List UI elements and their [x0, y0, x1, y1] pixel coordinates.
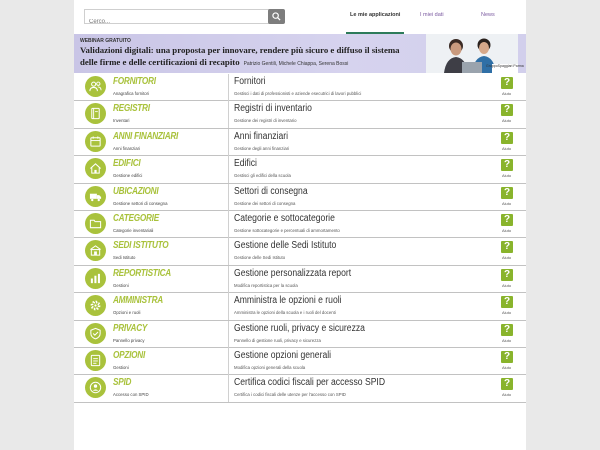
- chart-icon: [89, 272, 102, 285]
- help-label: Aiuto: [502, 173, 512, 179]
- building-icon: [89, 244, 102, 257]
- truck-icon: [89, 190, 102, 203]
- tab-my-applications[interactable]: Le mie applicazioni: [350, 12, 401, 18]
- app-description: Gestione dei settori di consegna: [234, 200, 296, 206]
- help-label: Aiuto: [502, 255, 512, 261]
- app-title: Certifica codici fiscali per accesso SPID: [234, 377, 386, 389]
- category-subtitle: Sedi Istituto: [113, 255, 136, 261]
- question-icon: ?: [503, 378, 511, 390]
- category-subtitle: Gestione settori di consegna: [113, 200, 168, 206]
- help-button[interactable]: [501, 187, 513, 199]
- house-icon: [89, 162, 102, 175]
- question-icon: ?: [503, 159, 511, 171]
- question-icon: ?: [503, 268, 511, 280]
- category-label: FORNITORI: [113, 76, 156, 87]
- top-bar: [74, 0, 526, 34]
- app-description: Gestisci i dati di professionisti e aziende esecutrici di lavori pubblici: [234, 91, 362, 96]
- list-item[interactable]: [74, 184, 526, 211]
- question-icon: ?: [503, 296, 511, 308]
- help-button[interactable]: [501, 378, 513, 390]
- list-item[interactable]: [74, 375, 526, 402]
- app-icon-circle: [85, 377, 106, 398]
- search-icon: [272, 12, 281, 21]
- tab-news[interactable]: News: [481, 12, 495, 18]
- help-button[interactable]: [501, 159, 513, 171]
- help-button[interactable]: [501, 104, 513, 116]
- shield-icon: [89, 327, 102, 340]
- help-button[interactable]: [501, 269, 513, 281]
- row-divider: [228, 321, 229, 348]
- help-button[interactable]: [501, 351, 513, 363]
- help-button[interactable]: [501, 214, 513, 226]
- help-button[interactable]: [501, 132, 513, 144]
- category-label: REPORTISTICA: [113, 267, 171, 279]
- app-title: Gestione delle Sedi Istituto: [234, 240, 337, 252]
- help-label: Aiuto: [502, 228, 512, 233]
- row-divider: [228, 184, 229, 211]
- tab-my-data[interactable]: I miei dati: [420, 12, 444, 18]
- question-icon: ?: [503, 131, 511, 143]
- app-description: Gestione delle Sedi Istituto: [234, 255, 286, 261]
- help-button[interactable]: [501, 77, 513, 89]
- help-label: Aiuto: [502, 145, 512, 151]
- row-divider: [228, 266, 229, 293]
- row-divider: [228, 129, 229, 156]
- help-label: Aiuto: [502, 365, 512, 370]
- row-divider: [228, 238, 229, 265]
- app-description: Amministra le opzioni della scuola e i ruoli del docenti: [234, 310, 336, 316]
- category-label: SEDI ISTITUTO: [113, 240, 169, 252]
- banner-logo: GruppoSpaggiari Parma: [486, 64, 524, 68]
- category-subtitle: Pannello privacy: [113, 337, 145, 343]
- app-title: Amministra le opzioni e ruoli: [234, 295, 342, 307]
- app-description: Gestione sottocategorie e percentuali di ammortamento: [234, 228, 340, 233]
- category-subtitle: Gestioni: [113, 282, 129, 288]
- help-label: Aiuto: [502, 118, 512, 124]
- app-icon-circle: [85, 268, 106, 289]
- list-item[interactable]: [74, 129, 526, 156]
- help-button[interactable]: [501, 296, 513, 308]
- help-button[interactable]: [501, 241, 513, 253]
- people-icon: [89, 80, 102, 93]
- app-description: Pannello di gestione ruoli, privacy e sicurezza: [234, 337, 321, 343]
- help-label: Aiuto: [502, 310, 512, 316]
- question-icon: ?: [503, 104, 511, 116]
- app-title: Edifici: [234, 158, 257, 170]
- checklist-icon: [89, 354, 102, 367]
- help-label: Aiuto: [502, 200, 512, 206]
- list-item[interactable]: [74, 238, 526, 265]
- app-icon-circle: [85, 323, 106, 344]
- app-icon-circle: [85, 350, 106, 371]
- banner-kicker: WEBINAR GRATUITO: [80, 38, 131, 44]
- question-icon: ?: [503, 323, 511, 335]
- category-label: REGISTRI: [113, 103, 150, 115]
- app-description: Gestisci gli edifici della scuola: [234, 173, 291, 179]
- banner-authors: Patrizio Gentili, Michele Chiappa, Serena Bossi: [243, 61, 349, 67]
- banner-title-line2: [80, 57, 348, 67]
- row-divider: [228, 375, 229, 402]
- book-icon: [89, 107, 102, 120]
- app-icon-circle: [85, 295, 106, 316]
- calendar-icon: [89, 135, 102, 148]
- category-subtitle: Inventari: [113, 118, 130, 124]
- search-input[interactable]: [85, 16, 259, 29]
- app-title: Categorie e sottocategorie: [234, 213, 335, 224]
- category-subtitle: Accesso con SPID: [113, 392, 149, 398]
- app-title: Settori di consegna: [234, 185, 308, 197]
- category-subtitle: Anagrafica fornitori: [113, 91, 150, 96]
- help-label: Aiuto: [502, 337, 512, 343]
- help-label: Aiuto: [502, 282, 512, 288]
- category-label: PRIVACY: [113, 322, 148, 334]
- banner-title-line1: Validazioni digitali: una proposta per innovare, rendere più sicuro e diffuso il sistema: [80, 45, 400, 55]
- category-subtitle: Gestione edifici: [113, 173, 143, 179]
- list-item[interactable]: [74, 348, 526, 375]
- webinar-banner[interactable]: [74, 34, 526, 73]
- row-divider: [228, 101, 229, 128]
- app-icon-circle: [85, 213, 106, 234]
- row-divider: [228, 211, 229, 238]
- question-icon: ?: [503, 186, 511, 198]
- app-description: Modifica reportistica per la scuola: [234, 282, 298, 288]
- app-title: Gestione opzioni generali: [234, 350, 332, 361]
- category-label: SPID: [113, 377, 132, 389]
- app-icon-circle: [85, 186, 106, 207]
- question-icon: ?: [503, 214, 511, 225]
- question-icon: ?: [503, 241, 511, 253]
- user-id-icon: [89, 381, 102, 394]
- app-title: Gestione ruoli, privacy e sicurezza: [234, 322, 365, 334]
- app-icon-circle: [85, 103, 106, 124]
- row-divider: [228, 293, 229, 320]
- app-title: Registri di inventario: [234, 103, 312, 115]
- category-label: EDIFICI: [113, 158, 141, 170]
- list-item[interactable]: [74, 321, 526, 348]
- app-description: Modifica opzioni generali della scuola: [234, 365, 306, 370]
- list-item[interactable]: [74, 101, 526, 128]
- list-item[interactable]: [74, 211, 526, 238]
- help-button[interactable]: [501, 324, 513, 336]
- gear-icon: [89, 299, 102, 312]
- app-description: Certifica i codici fiscali delle utenze per l'accesso con SPID: [234, 392, 346, 398]
- banner-title-line2-text: delle firme e delle certificazioni di recapito: [80, 57, 240, 67]
- list-item[interactable]: [74, 156, 526, 183]
- row-divider: [228, 74, 229, 101]
- category-subtitle: Opzioni e ruoli: [113, 310, 141, 316]
- list-item[interactable]: [74, 293, 526, 320]
- help-label: Aiuto: [502, 392, 512, 398]
- category-label: UBICAZIONI: [113, 185, 159, 197]
- category-label: OPZIONI: [113, 350, 145, 361]
- app-description: Gestione degli anni finanziari: [234, 145, 290, 151]
- category-subtitle: Anni finanziari: [113, 145, 140, 151]
- question-icon: ?: [503, 77, 511, 88]
- app-title: Fornitori: [234, 76, 266, 87]
- app-icon-circle: [85, 76, 106, 97]
- app-icon-circle: [85, 158, 106, 179]
- app-title: Gestione personalizzata report: [234, 267, 352, 279]
- app-title: Anni finanziari: [234, 130, 289, 142]
- app-description: Gestione dei registri di inventario: [234, 118, 297, 124]
- app-icon-circle: [85, 131, 106, 152]
- help-label: Aiuto: [502, 91, 512, 96]
- list-item[interactable]: [74, 266, 526, 293]
- category-label: AMMINISTRA: [113, 295, 163, 307]
- folder-icon: [89, 217, 102, 230]
- search-box: [84, 9, 278, 24]
- category-label: ANNI FINANZIARI: [113, 130, 179, 142]
- row-divider: [228, 156, 229, 183]
- question-icon: ?: [503, 351, 511, 362]
- page: [74, 0, 526, 450]
- category-subtitle: Gestioni: [113, 365, 129, 370]
- app-icon-circle: [85, 240, 106, 261]
- list-item[interactable]: [74, 74, 526, 101]
- category-label: CATEGORIE: [113, 213, 159, 224]
- category-subtitle: Categorie inventariali: [113, 228, 154, 233]
- row-divider: [228, 348, 229, 375]
- search-button[interactable]: [268, 9, 285, 24]
